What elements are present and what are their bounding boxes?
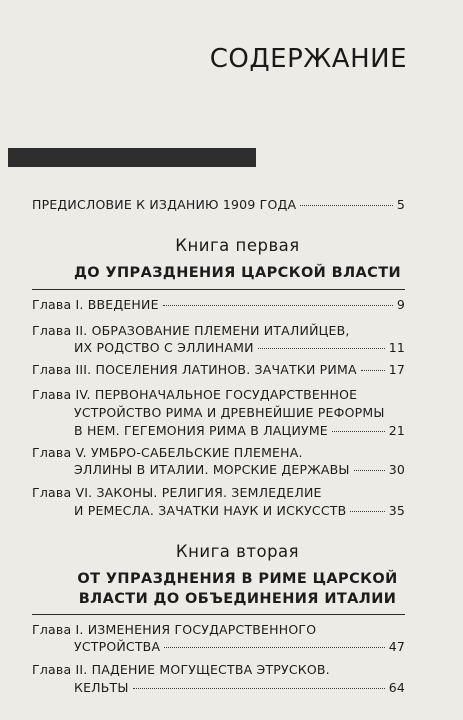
toc-entry-label: Глава IV. ПЕРВОНАЧАЛЬНОЕ ГОСУДАРСТВЕННОЕ <box>32 387 358 402</box>
toc-entry-chapter[interactable] <box>32 322 405 339</box>
toc-entry-label: Глава I. ИЗМЕНЕНИЯ ГОСУДАРСТВЕННОГО <box>32 622 317 637</box>
toc-entry-chapter-cont[interactable] <box>74 404 405 421</box>
dot-leader <box>258 348 385 349</box>
book-title-2: Книга вторая <box>175 542 300 561</box>
toc-entry-label: ИХ РОДСТВО С ЭЛЛИНАМИ <box>74 340 254 355</box>
dot-leader <box>361 370 385 371</box>
dot-leader <box>133 688 385 689</box>
part-title-2-line2: ВЛАСТИ ДО ОБЪЕДИНЕНИЯ ИТАЛИИ <box>78 591 397 607</box>
toc-page-number: 35 <box>388 503 405 518</box>
toc-entry-label: Глава VI. ЗАКОНЫ. РЕЛИГИЯ. ЗЕМЛЕДЕЛИЕ <box>32 485 322 500</box>
dot-leader <box>354 470 385 471</box>
toc-entry-label: УСТРОЙСТВО РИМА И ДРЕВНЕЙШИЕ РЕФОРМЫ <box>74 405 385 420</box>
toc-page-number: 11 <box>388 340 405 355</box>
toc-entry-label: Глава II. ОБРАЗОВАНИЕ ПЛЕМЕНИ ИТАЛИЙЦЕВ, <box>32 323 350 338</box>
toc-page-number: 21 <box>388 423 405 438</box>
toc-entry-label: И РЕМЕСЛА. ЗАЧАТКИ НАУК И ИСКУССТВ <box>74 503 347 518</box>
divider <box>32 614 405 615</box>
toc-page-number: 47 <box>388 639 405 654</box>
toc-entry-chapter-cont[interactable] <box>74 638 405 655</box>
toc-entry-chapter[interactable] <box>32 296 405 313</box>
dot-leader <box>300 205 393 206</box>
page-title: СОДЕРЖАНИЕ <box>209 44 407 74</box>
toc-entry-label: Глава I. ВВЕДЕНИЕ <box>32 297 159 312</box>
toc-entry-label: ПРЕДИСЛОВИЕ К ИЗДАНИЮ 1909 ГОДА <box>32 197 297 212</box>
toc-entry-chapter[interactable] <box>32 484 405 501</box>
toc-entry-chapter[interactable] <box>32 444 405 461</box>
divider <box>32 289 405 290</box>
toc-entry-chapter[interactable] <box>32 661 405 678</box>
toc-entry-chapter[interactable] <box>32 386 405 403</box>
dot-leader <box>164 647 384 648</box>
toc-entry-chapter-cont[interactable] <box>74 502 405 519</box>
toc-page-number: 5 <box>396 197 405 212</box>
toc-entry-label: Глава V. УМБРО-САБЕЛЬСКИЕ ПЛЕМЕНА. <box>32 445 303 460</box>
toc-page-number: 64 <box>388 680 405 695</box>
toc-entry-chapter-cont[interactable] <box>74 461 405 478</box>
toc-entry-label: Глава III. ПОСЕЛЕНИЯ ЛАТИНОВ. ЗАЧАТКИ РИМА <box>32 362 357 377</box>
toc-entry-chapter-cont[interactable] <box>74 339 405 356</box>
toc-entry-chapter[interactable] <box>32 621 405 638</box>
book-title-1: Книга первая <box>175 236 300 255</box>
toc-entry-chapter[interactable] <box>32 361 405 378</box>
toc-page-number: 9 <box>396 297 405 312</box>
toc-page-number: 17 <box>388 362 405 377</box>
part-title-2-line1: ОТ УПРАЗДНЕНИЯ В РИМЕ ЦАРСКОЙ <box>77 571 398 587</box>
toc-entry-label: Глава II. ПАДЕНИЕ МОГУЩЕСТВА ЭТРУСКОВ. <box>32 662 330 677</box>
toc-page-number: 30 <box>388 462 405 477</box>
toc-entry-chapter-cont[interactable] <box>74 679 405 696</box>
toc-entry-label: ЭЛЛИНЫ В ИТАЛИИ. МОРСКИЕ ДЕРЖАВЫ <box>74 462 350 477</box>
toc-entry-preface[interactable] <box>32 196 405 213</box>
toc-entry-label: КЕЛЬТЫ <box>74 680 129 695</box>
dot-leader <box>163 305 393 306</box>
toc-entry-label: УСТРОЙСТВА <box>74 639 161 654</box>
toc-entry-label: В НЕМ. ГЕГЕМОНИЯ РИМА В ЛАЦИУМЕ <box>74 423 328 438</box>
toc-entry-chapter-cont[interactable] <box>74 422 405 439</box>
decorative-bar <box>8 148 256 167</box>
dot-leader <box>332 431 385 432</box>
dot-leader <box>350 511 384 512</box>
part-title-1: ДО УПРАЗДНЕНИЯ ЦАРСКОЙ ВЛАСТИ <box>73 265 402 281</box>
